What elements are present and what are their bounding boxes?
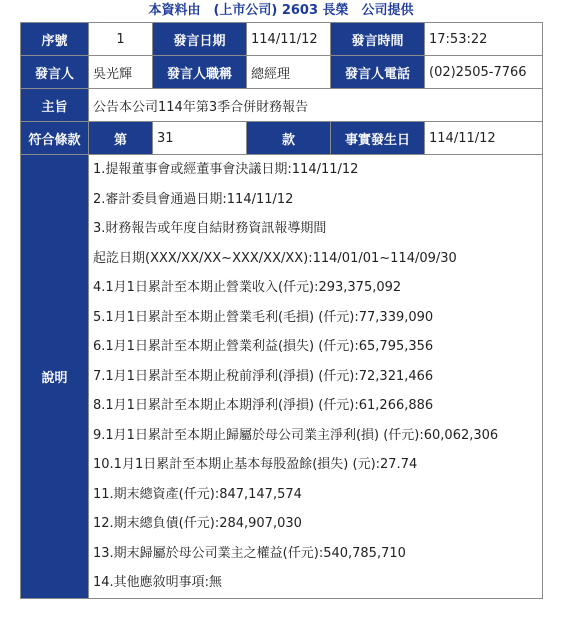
description-line: 11.期末總資產(仟元):847,147,574 — [93, 486, 302, 502]
description-line: 1.提報董事會或經董事會決議日期:114/11/12 — [93, 162, 359, 177]
description-line: 7.1月1日累計至本期止稅前淨利(淨損) (仟元):72,321,466 — [93, 368, 434, 384]
description-label: 說明 — [21, 155, 89, 599]
date-label: 發言日期 — [153, 23, 247, 56]
description-line: 9.1月1日累計至本期止歸屬於母公司業主淨利(損) (仟元):60,062,306 — [93, 427, 499, 443]
paragraph-label: 款 — [247, 122, 331, 155]
announcement-table — [20, 22, 543, 599]
description-line: 5.1月1日累計至本期止營業毛利(毛損) (仟元):77,339,090 — [93, 309, 434, 325]
row-seq-date-time — [21, 23, 543, 56]
description-line: 起訖日期(XXX/XX/XX~XXX/XX/XX):114/01/01~114/09/30 — [93, 250, 457, 266]
speaker-value: 吳光輝 — [89, 56, 153, 89]
seq-value: 1 — [89, 23, 153, 56]
description-line: 8.1月1日累計至本期止本期淨利(淨損) (仟元):61,266,886 — [93, 398, 434, 413]
description-line: 4.1月1日累計至本期止營業收入(仟元):293,375,092 — [93, 280, 402, 295]
page-title: 本資料由 (上市公司) 2603 長榮 公司提供 — [148, 3, 414, 18]
description-line: 14.其他應敘明事項:無 — [93, 575, 223, 590]
description-line: 3.財務報告或年度自結財務資訊報導期間 — [93, 221, 327, 236]
speaker-title-value: 總經理 — [247, 56, 331, 89]
article-label: 第 — [89, 122, 153, 155]
description-line: 13.期末歸屬於母公司業主之權益(仟元):540,785,710 — [93, 545, 406, 561]
row-clause — [21, 122, 543, 155]
row-speaker — [21, 56, 543, 89]
speaker-label: 發言人 — [21, 56, 89, 89]
description-line: 10.1月1日累計至本期止基本每股盈餘(損失) (元):27.74 — [93, 457, 418, 472]
article-value: 31 — [153, 122, 247, 155]
speaker-title-label: 發言人職稱 — [153, 56, 247, 89]
seq-label: 序號 — [21, 23, 89, 56]
description-line: 6.1月1日累計至本期止營業利益(損失) (仟元):65,795,356 — [93, 339, 434, 354]
row-description — [21, 155, 543, 599]
event-date-value: 114/11/12 — [425, 122, 543, 155]
description-line: 2.審計委員會通過日期:114/11/12 — [93, 191, 294, 207]
row-subject — [21, 89, 543, 122]
description-line: 12.期末總負債(仟元):284,907,030 — [93, 516, 302, 531]
subject-label: 主旨 — [21, 89, 89, 122]
clause-label: 符合條款 — [21, 122, 89, 155]
event-date-label: 事實發生日 — [331, 122, 425, 155]
description-value — [89, 155, 543, 599]
phone-value: (02)2505-7766 — [425, 56, 543, 89]
subject-value: 公告本公司114年第3季合併財務報告 — [89, 89, 543, 122]
phone-label: 發言人電話 — [331, 56, 425, 89]
date-value: 114/11/12 — [247, 23, 331, 56]
time-value: 17:53:22 — [425, 23, 543, 56]
time-label: 發言時間 — [331, 23, 425, 56]
